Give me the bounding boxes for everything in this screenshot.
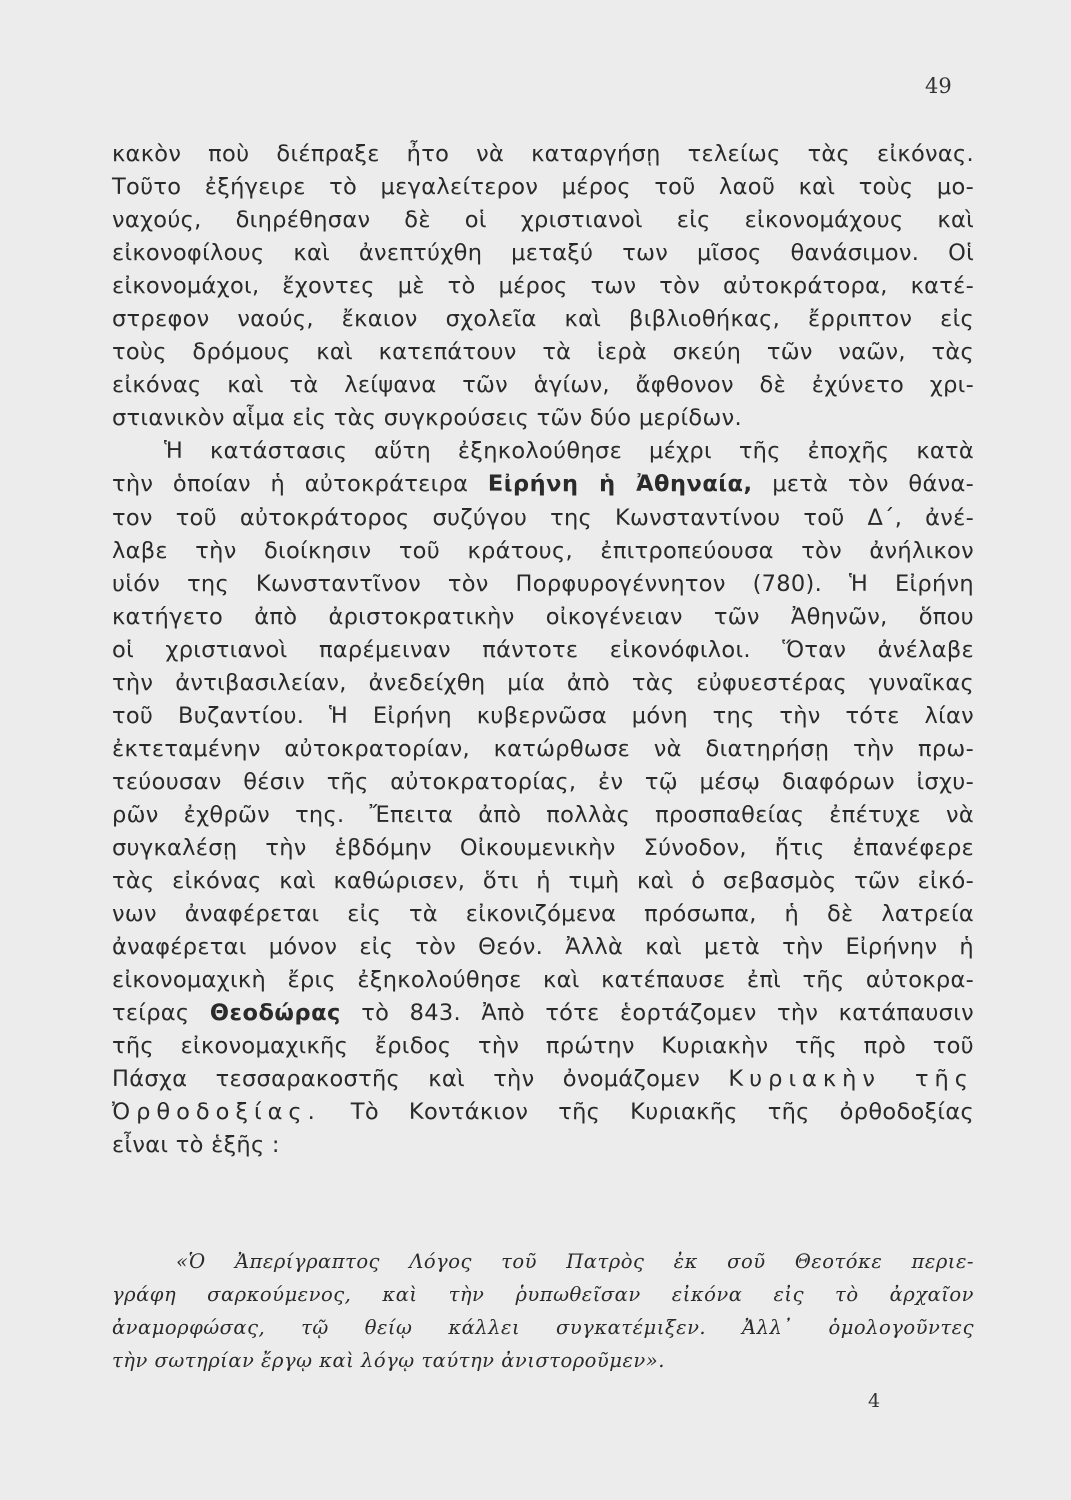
spaced-emphasis: Κυριακὴν τῆς bbox=[728, 1066, 974, 1093]
empress-theodora-name: Θεοδώρας bbox=[209, 1000, 341, 1027]
spaced-emphasis: Ὀρθοδοξίας. bbox=[112, 1099, 321, 1126]
text-line bbox=[112, 1096, 974, 1129]
text-line: τὰς εἰκόνας καὶ καθώρισεν, ὅτι ἡ τιμὴ καὶ ὁ σεβασμὸς τῶν εἰκό- bbox=[112, 868, 974, 895]
text-line: εἰκονομαχικὴ ἔρις ἐξηκολούθησε καὶ κατέπαυσε ἐπὶ τῆς αὐτοκρα- bbox=[112, 967, 974, 994]
text-line: υἱόν της Κωνσταντῖνον τὸν Πορφυρογέννητον (780). Ἡ Εἰρήνη bbox=[112, 570, 974, 597]
text-line: τοῦ Βυζαντίου. Ἡ Εἰρήνη κυβερνῶσα μόνη της τὴν τότε λίαν bbox=[112, 702, 974, 729]
quote-line: γράφη σαρκούμενος, καὶ τὴν ῥυπωθεῖσαν εἰκόνα εἰς τὸ ἀρχαῖον bbox=[112, 1283, 974, 1306]
text-line: τὴν ἀντιβασιλείαν, ἀνεδείχθη μία ἀπὸ τὰς εὐφυεστέρας γυναῖκας bbox=[112, 669, 974, 696]
text-line bbox=[112, 468, 974, 501]
text-line: ἀναφέρεται μόνον εἰς τὸν Θεόν. Ἀλλὰ καὶ μετὰ τὴν Εἰρήνην ἡ bbox=[112, 934, 974, 961]
text-line: στρεφον ναούς, ἔκαιον σχολεῖα καὶ βιβλιοθήκας, ἔρριπτον εἰς bbox=[112, 306, 974, 333]
text-line bbox=[112, 1063, 974, 1096]
text-line: τῆς εἰκονομαχικῆς ἔριδος τὴν πρώτην Κυριακὴν τῆς πρὸ τοῦ bbox=[112, 1033, 974, 1060]
text-line: οἱ χριστιανοὶ παρέμειναν πάντοτε εἰκονόφιλοι. Ὅταν ἀνέλαβε bbox=[112, 636, 974, 663]
text-line: εἶναι τὸ ἑξῆς : bbox=[112, 1132, 280, 1159]
kontakion-quote bbox=[112, 1245, 974, 1377]
text-line: τεύουσαν θέσιν τῆς αὐτοκρατορίας, ἐν τῷ μέσῳ διαφόρων ἰσχυ- bbox=[112, 768, 974, 795]
quote-line: «Ὁ Ἀπερίγραπτος Λόγος τοῦ Πατρὸς ἐκ σοῦ Θεοτόκε περιε- bbox=[176, 1250, 974, 1273]
text-segment: Πάσχα τεσσαρακοστῆς καὶ τὴν ὀνομάζομεν bbox=[112, 1066, 729, 1093]
text-line: λαβε τὴν διοίκησιν τοῦ κράτους, ἐπιτροπεύουσα τὸν ἀνήλικον bbox=[112, 537, 974, 564]
text-line: συγκαλέσῃ τὴν ἑβδόμην Οἰκουμενικὴν Σύνοδον, ἥτις ἐπανέφερε bbox=[112, 834, 974, 861]
quote-line: τὴν σωτηρίαν ἔργῳ καὶ λόγῳ ταύτην ἀνιστοροῦμεν». bbox=[112, 1349, 665, 1372]
empress-irene-name: Εἰρήνη ἡ Ἀθηναία, bbox=[487, 471, 753, 498]
quote-line: ἀναμορφώσας, τῷ θείῳ κάλλει συγκατέμιξεν. Ἀλλ᾽ ὁμολογοῦντες bbox=[112, 1316, 974, 1339]
text-line: τοὺς δρόμους καὶ κατεπάτουν τὰ ἱερὰ σκεύη τῶν ναῶν, τὰς bbox=[112, 339, 974, 366]
body-text bbox=[112, 138, 974, 1162]
text-line: κακὸν ποὺ διέπραξε ἦτο νὰ καταργήσῃ τελείως τὰς εἰκόνας. bbox=[112, 141, 974, 167]
text-line: στιανικὸν αἷμα εἰς τὰς συγκρούσεις τῶν δύο μερίδων. bbox=[112, 405, 742, 432]
text-segment: τὴν ὁποίαν ἡ αὐτοκράτειρα bbox=[112, 471, 488, 498]
text-line: ναχούς, διηρέθησαν δὲ οἱ χριστιανοὶ εἰς εἰκονομάχους καὶ bbox=[112, 207, 974, 234]
text-line: εἰκόνας καὶ τὰ λείψανα τῶν ἁγίων, ἄφθονον δὲ ἐχύνετο χρι- bbox=[112, 372, 974, 399]
text-line: νων ἀναφέρεται εἰς τὰ εἰκονιζόμενα πρόσωπα, ἡ δὲ λατρεία bbox=[112, 901, 974, 928]
text-segment: τὸ 843. Ἀπὸ τότε ἑορτάζομεν τὴν κατάπαυσιν bbox=[340, 1000, 974, 1027]
text-line: εἰκονομάχοι, ἔχοντες μὲ τὸ μέρος των τὸν αὐτοκράτορα, κατέ- bbox=[112, 273, 974, 300]
text-line: Τοῦτο ἐξήγειρε τὸ μεγαλείτερον μέρος τοῦ λαοῦ καὶ τοὺς μο- bbox=[112, 174, 974, 201]
text-line bbox=[112, 997, 974, 1030]
text-segment: Τὸ Κοντάκιον τῆς Κυριακῆς τῆς ὀρθοδοξίας bbox=[320, 1099, 974, 1126]
text-line: τον τοῦ αὐτοκράτορος συζύγου της Κωνσταντίνου τοῦ Δ΄, ἀνέ- bbox=[112, 504, 974, 531]
text-line: ἐκτεταμένην αὐτοκρατορίαν, κατώρθωσε νὰ διατηρήσῃ τὴν πρω- bbox=[112, 735, 974, 762]
text-segment: μετὰ τὸν θάνα- bbox=[752, 471, 974, 498]
text-line: εἰκονοφίλους καὶ ἀνεπτύχθη μεταξύ των μῖσος θανάσιμον. Οἱ bbox=[112, 240, 974, 267]
text-line: ρῶν ἐχθρῶν της. Ἔπειτα ἀπὸ πολλὰς προσπαθείας ἐπέτυχε νὰ bbox=[112, 801, 974, 828]
signature-mark: 4 bbox=[868, 1390, 881, 1412]
text-segment: τείρας bbox=[112, 1000, 210, 1027]
paragraph-start-line: Ἡ κατάστασις αὕτη ἐξηκολούθησε μέχρι τῆς ἐποχῆς κατὰ bbox=[164, 438, 974, 465]
text-line: κατήγετο ἀπὸ ἀριστοκρατικὴν οἰκογένειαν τῶν Ἀθηνῶν, ὅπου bbox=[112, 603, 974, 630]
page-number: 49 bbox=[925, 74, 952, 98]
